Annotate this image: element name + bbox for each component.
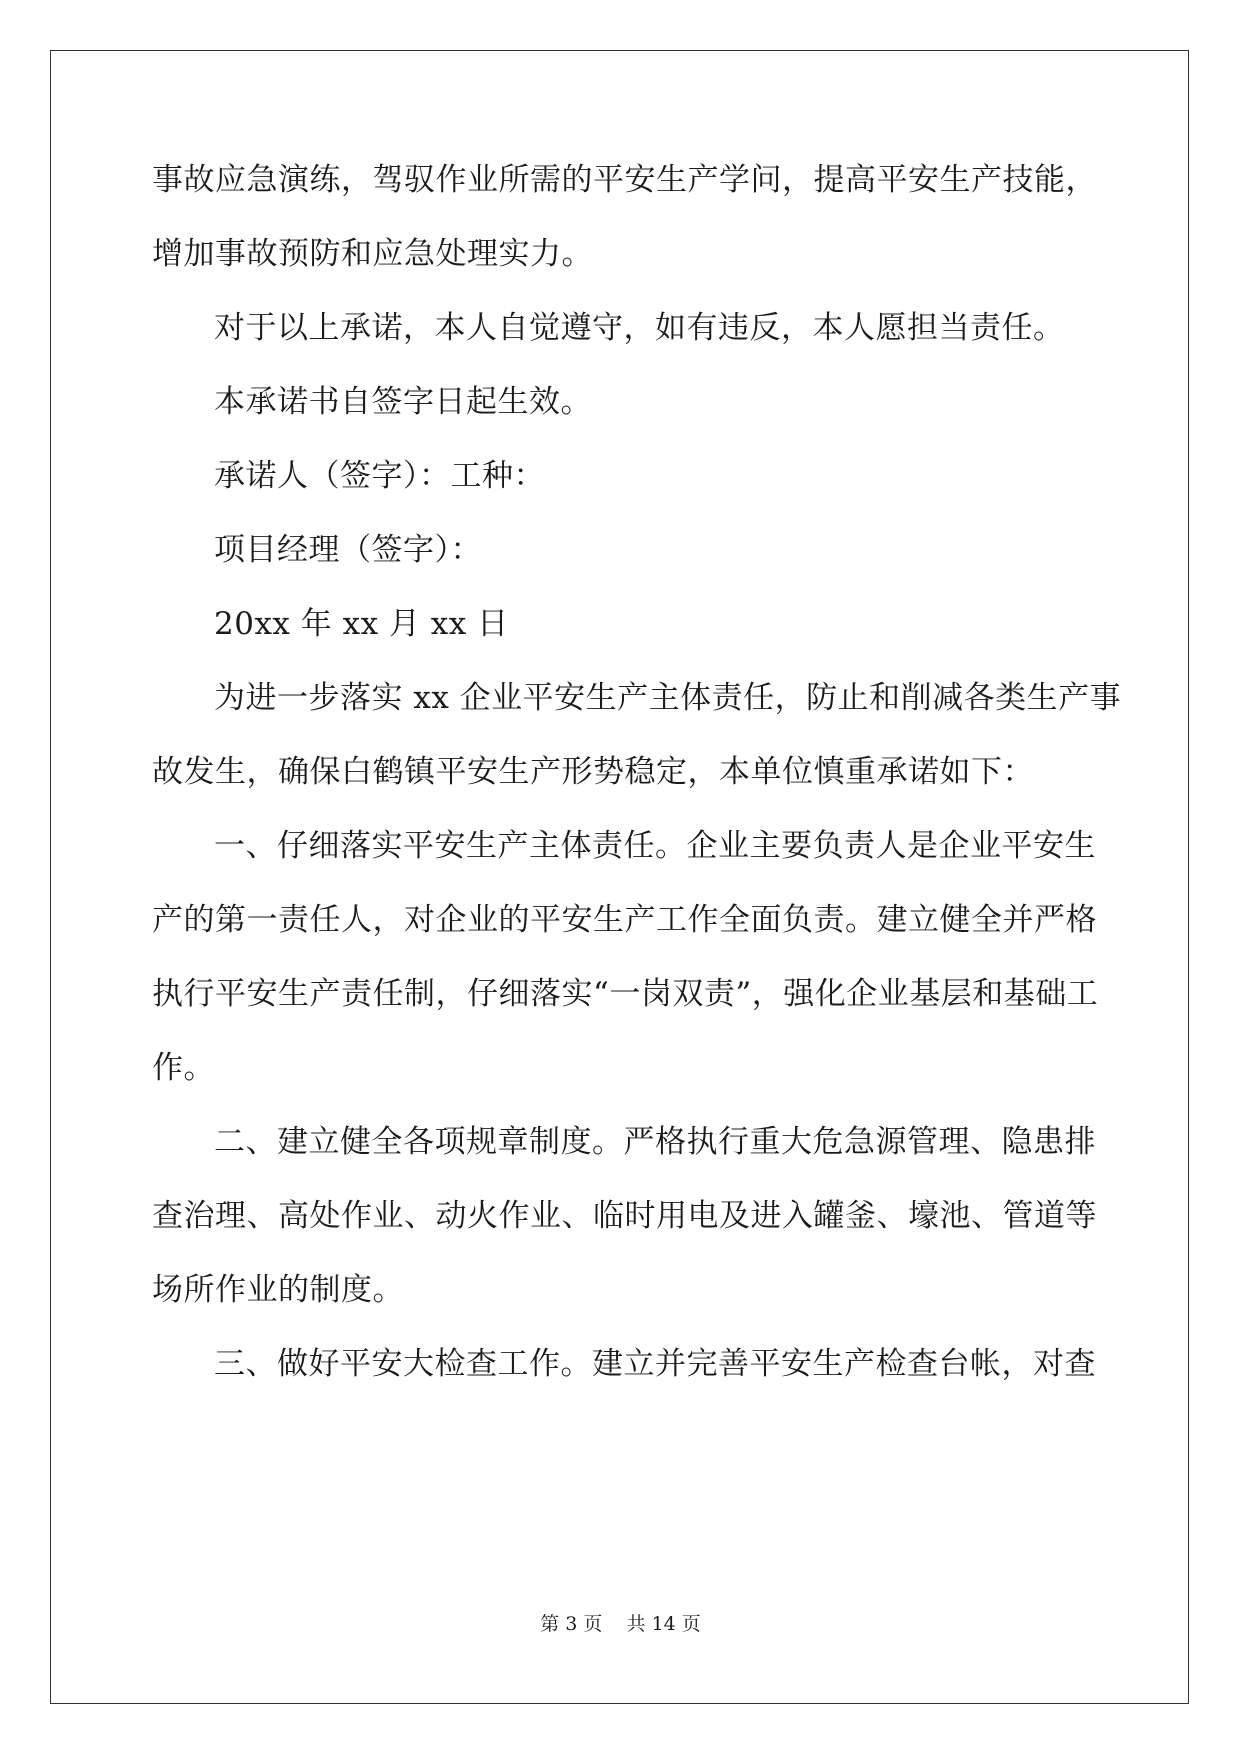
text-line: 查治理、高处作业、动火作业、临时用电及进入罐釜、壕池、管道等 xyxy=(152,1198,1097,1234)
text-line: 场所作业的制度。 xyxy=(152,1272,404,1308)
text-line: 产的第一责任人，对企业的平安生产工作全面负责。建立健全并严格 xyxy=(152,902,1097,938)
text-line: 增加事故预防和应急处理实力。 xyxy=(152,236,593,272)
text-line: 为进一步落实 xx 企业平安生产主体责任，防止和削减各类生产事 xyxy=(214,680,1122,716)
signature-line: 项目经理（签字）： xyxy=(214,532,482,568)
text-line: 三、做好平安大检查工作。建立并完善平安生产检查台帐，对查 xyxy=(214,1346,1096,1382)
text-line: 本承诺书自签字日起生效。 xyxy=(214,384,592,420)
text-line: 一、仔细落实平安生产主体责任。企业主要负责人是企业平安生 xyxy=(214,828,1096,864)
text-line: 事故应急演练，驾驭作业所需的平安生产学问，提高平安生产技能， xyxy=(152,162,1097,198)
text-line: 对于以上承诺，本人自觉遵守，如有违反，本人愿担当责任。 xyxy=(214,310,1065,346)
page-number: 第 3 页 共 14 页 xyxy=(540,1613,701,1635)
text-line: 故发生，确保白鹤镇平安生产形势稳定，本单位慎重承诺如下： xyxy=(152,754,1034,790)
text-line: 作。 xyxy=(152,1050,215,1086)
signature-line: 承诺人（签字）：工种： xyxy=(214,458,545,494)
page-border xyxy=(50,50,1189,1704)
text-line: 二、建立健全各项规章制度。严格执行重大危急源管理、隐患排 xyxy=(214,1124,1096,1160)
date-line: 20xx 年 xx 月 xx 日 xyxy=(214,606,509,642)
text-line: 执行平安生产责任制，仔细落实“一岗双责”，强化企业基层和基础工 xyxy=(152,976,1099,1012)
